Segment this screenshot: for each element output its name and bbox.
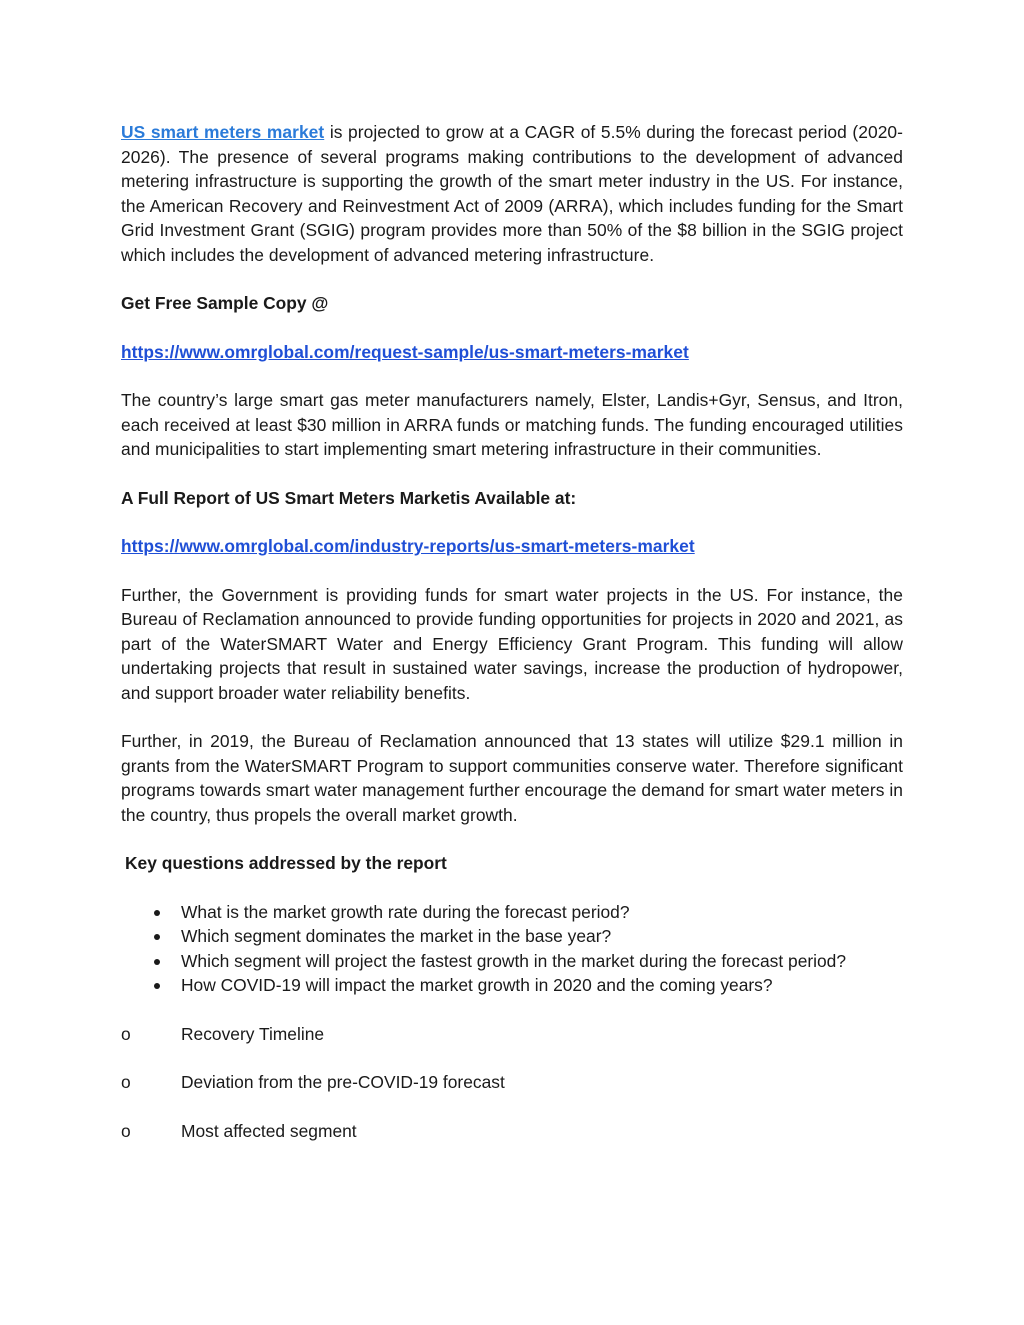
sample-heading: Get Free Sample Copy @ <box>121 293 329 313</box>
manufacturers-paragraph: The country’s large smart gas meter manufacturers namely, Elster, Landis+Gyr, Sensus, and Itron, each received at least $30 million in ARRA funds or matching funds. The funding encouraged utilities and municipalities to start implementing smart metering infrastructure in their communities. <box>121 390 903 459</box>
sub-bullet-marker: o <box>121 1072 131 1092</box>
list-item: Which segment will project the fastest growth in the market during the forecast period? <box>121 949 903 974</box>
questions-heading: Key questions addressed by the report <box>125 853 447 873</box>
questions-list <box>121 900 903 998</box>
intro-text: is projected to grow at a CAGR of 5.5% during the forecast period (2020-2026). The presence of several programs making contributions to the development of advanced metering infrastructure is supporting the growth of the smart meter industry in the US. For instance, the American Recovery and Reinvestment Act of 2009 (ARRA), which includes funding for the Smart Grid Investment Grant (SGIG) program provides more than 50% of the $8 billion in the SGIG project which includes the development of advanced metering infrastructure. <box>121 122 903 265</box>
bullet-icon <box>154 983 160 989</box>
document-body <box>121 120 903 1143</box>
sub-list-item: o Recovery Timeline <box>121 1022 903 1047</box>
intro-paragraph <box>121 120 903 267</box>
sub-list-item: o Most affected segment <box>121 1119 903 1144</box>
us-smart-meters-market-link[interactable]: US smart meters market <box>121 122 325 142</box>
sample-url-link[interactable]: https://www.omrglobal.com/request-sample/us-smart-meters-market <box>121 341 689 362</box>
government-funds-paragraph: Further, the Government is providing funds for smart water projects in the US. For instance, the Bureau of Reclamation announced to provide funding opportunities for projects in 2020 and 2021, as part of the WaterSMART Water and Energy Efficiency Grant Program. This funding will allow undertaking projects that result in sustained water savings, increase the production of hydropower, and support broader water reliability benefits. <box>121 584 903 703</box>
report-heading: A Full Report of US Smart Meters Marketis Available at: <box>121 487 577 508</box>
sub-bullet-marker: o <box>121 1120 131 1141</box>
bullet-icon <box>154 910 160 916</box>
bullet-icon <box>154 934 160 940</box>
report-url-link[interactable]: https://www.omrglobal.com/industry-reports/us-smart-meters-market <box>121 536 695 556</box>
sub-bullet-marker: o <box>121 1023 131 1044</box>
list-item: How COVID-19 will impact the market growth in 2020 and the coming years? <box>121 973 903 998</box>
sub-list-item: o Deviation from the pre-COVID-19 forecast <box>121 1070 903 1095</box>
bullet-icon <box>154 959 160 965</box>
list-item: What is the market growth rate during the forecast period? <box>121 900 903 925</box>
watersmart-paragraph: Further, in 2019, the Bureau of Reclamation announced that 13 states will utilize $29.1 million in grants from the WaterSMART Program to support communities conserve water. Therefore significant programs towards smart water management further encourage the demand for smart water meters in the country, thus propels the overall market growth. <box>121 731 903 825</box>
list-item: Which segment dominates the market in the base year? <box>121 924 903 949</box>
